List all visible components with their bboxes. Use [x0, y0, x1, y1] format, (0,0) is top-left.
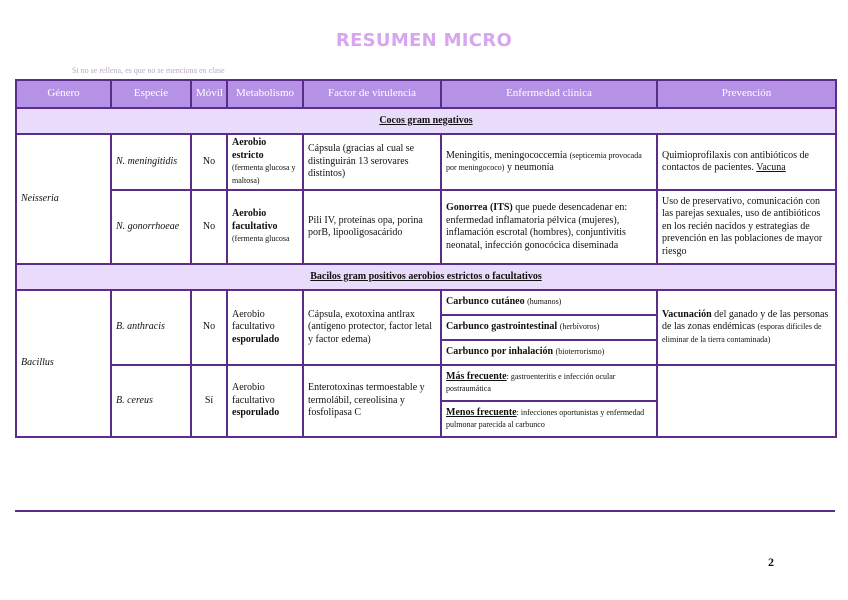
section-title-bacilos: Bacilos gram positivos aerobios estrictos o facultativos — [16, 264, 836, 290]
metabolism-cell — [227, 290, 303, 365]
disease-subcell — [441, 365, 657, 401]
note-text: Si no se rellena, es que no se menciona en clase — [72, 66, 225, 75]
movil-cell: No — [191, 190, 227, 264]
species-cell: N. gonorrhoeae — [111, 190, 191, 264]
metabolism-text: Aerobio facultativo — [232, 382, 275, 406]
genus-neisseria: Neisseria — [16, 134, 111, 264]
disease-bold: Menos frecuente — [446, 406, 517, 418]
disease-note: (septicemia provocada por meningococo) — [446, 150, 642, 172]
virulence-cell: Pili IV, proteínas opa, porina porB, lipooligosacárido — [303, 190, 441, 264]
header-row — [16, 80, 836, 108]
prevention-cell — [657, 134, 836, 190]
prevention-text: del ganado y de las personas de las zonas endémicas — [662, 308, 829, 333]
header-enfermedad-clinica: Enfermedad clínica — [441, 80, 657, 108]
prevention-cell — [657, 365, 836, 437]
metabolism-note: (fermenta glucosa y maltosa) — [232, 163, 296, 185]
metabolism-cell — [227, 190, 303, 264]
disease-note: : infecciones oportunistas y enfermedad pulmonar parecida al carbunco — [446, 407, 645, 429]
movil-cell: No — [191, 134, 227, 190]
disease-bold: Carbunco gastrointestinal — [446, 321, 558, 333]
disease-subcell — [441, 290, 657, 315]
disease-bold: Carbunco por inhalación — [446, 346, 554, 358]
prevention-text: Quimioprofilaxis con antibióticos de contactos de pacientes. — [662, 149, 809, 173]
page-title: RESUMEN MICRO — [335, 30, 513, 51]
disease-bold: Carbunco cutáneo — [446, 296, 525, 308]
header-factor-virulencia: Factor de virulencia — [303, 80, 441, 108]
metabolism-cell — [227, 134, 303, 190]
disease-note: (herbívoros) — [559, 322, 600, 332]
section-row — [16, 108, 836, 134]
summary-table — [15, 79, 837, 438]
disease-subcell — [441, 340, 657, 365]
disease-text-end: y neumonía — [506, 162, 554, 173]
header-metabolismo: Metabolismo — [227, 80, 303, 108]
metabolism-bold: Aerobio estricto — [232, 137, 267, 161]
divider-line — [15, 510, 835, 512]
disease-text: que puede desencadenar en: enfermedad inflamatoria pélvica (mujeres), inflamación escrotal (hombres), conjuntivitis neonatal, infección gonocócica diseminada — [446, 202, 628, 251]
virulence-cell: Cápsula, exotoxina antlrax (antígeno protector, factor letal y factor edema) — [303, 290, 441, 365]
disease-bold: Gonorrea (ITS) — [446, 202, 513, 213]
metabolism-note: (fermenta glucosa — [232, 234, 290, 244]
virulence-cell: Enterotoxinas termoestable y termolábil, cereolisina y fosfolipasa C — [303, 365, 441, 437]
table-row — [16, 365, 836, 401]
section-row — [16, 264, 836, 290]
movil-cell: Sí — [191, 365, 227, 437]
metabolism-bold: esporulado — [232, 333, 280, 345]
table-row — [16, 190, 836, 264]
species-cell: B. anthracis — [111, 290, 191, 365]
disease-subcell — [441, 401, 657, 437]
disease-cell — [441, 190, 657, 264]
header-prevencion: Prevención — [657, 80, 836, 108]
header-genero: Género — [16, 80, 111, 108]
table-row — [16, 134, 836, 190]
disease-text: Meningitis, meningococcemia — [446, 149, 568, 161]
species-cell: N. meningitidis — [111, 134, 191, 190]
table-row — [16, 290, 836, 315]
page-number: 2 — [768, 555, 774, 569]
prevention-cell — [657, 290, 836, 365]
disease-note: (bioterrorismo) — [555, 347, 605, 357]
species-cell: B. cereus — [111, 365, 191, 437]
metabolism-bold: esporulado — [232, 407, 280, 419]
genus-bacillus: Bacillus — [16, 290, 111, 437]
metabolism-bold: Aerobio facultativo — [232, 208, 278, 232]
section-title-cocos: Cocos gram negativos — [16, 108, 836, 134]
virulence-cell: Cápsula (gracias al cual se distinguirán 13 serovares distintos) — [303, 134, 441, 190]
prevention-note: (esporas difíciles de eliminar de la tierra contaminada) — [662, 322, 822, 344]
metabolism-text: Aerobio facultativo — [232, 308, 275, 333]
header-especie: Especie — [111, 80, 191, 108]
disease-note: : gastroenteritis e infección ocular postraumática — [446, 371, 616, 393]
movil-cell: No — [191, 290, 227, 365]
disease-subcell — [441, 315, 657, 340]
prevention-bold: Vacunación — [662, 308, 712, 320]
prevention-cell: Uso de preservativo, comunicación con las parejas sexuales, uso de antibióticos en los recién nacidos y estrategias de prevención en las poblaciones de mayor riesgo — [657, 190, 836, 264]
prevention-vacuna: Vacuna — [756, 162, 786, 173]
metabolism-cell — [227, 365, 303, 437]
disease-cell — [441, 134, 657, 190]
header-movil: Móvil — [191, 80, 227, 108]
disease-note: (humanos) — [527, 297, 562, 307]
disease-bold: Más frecuente — [446, 370, 507, 382]
